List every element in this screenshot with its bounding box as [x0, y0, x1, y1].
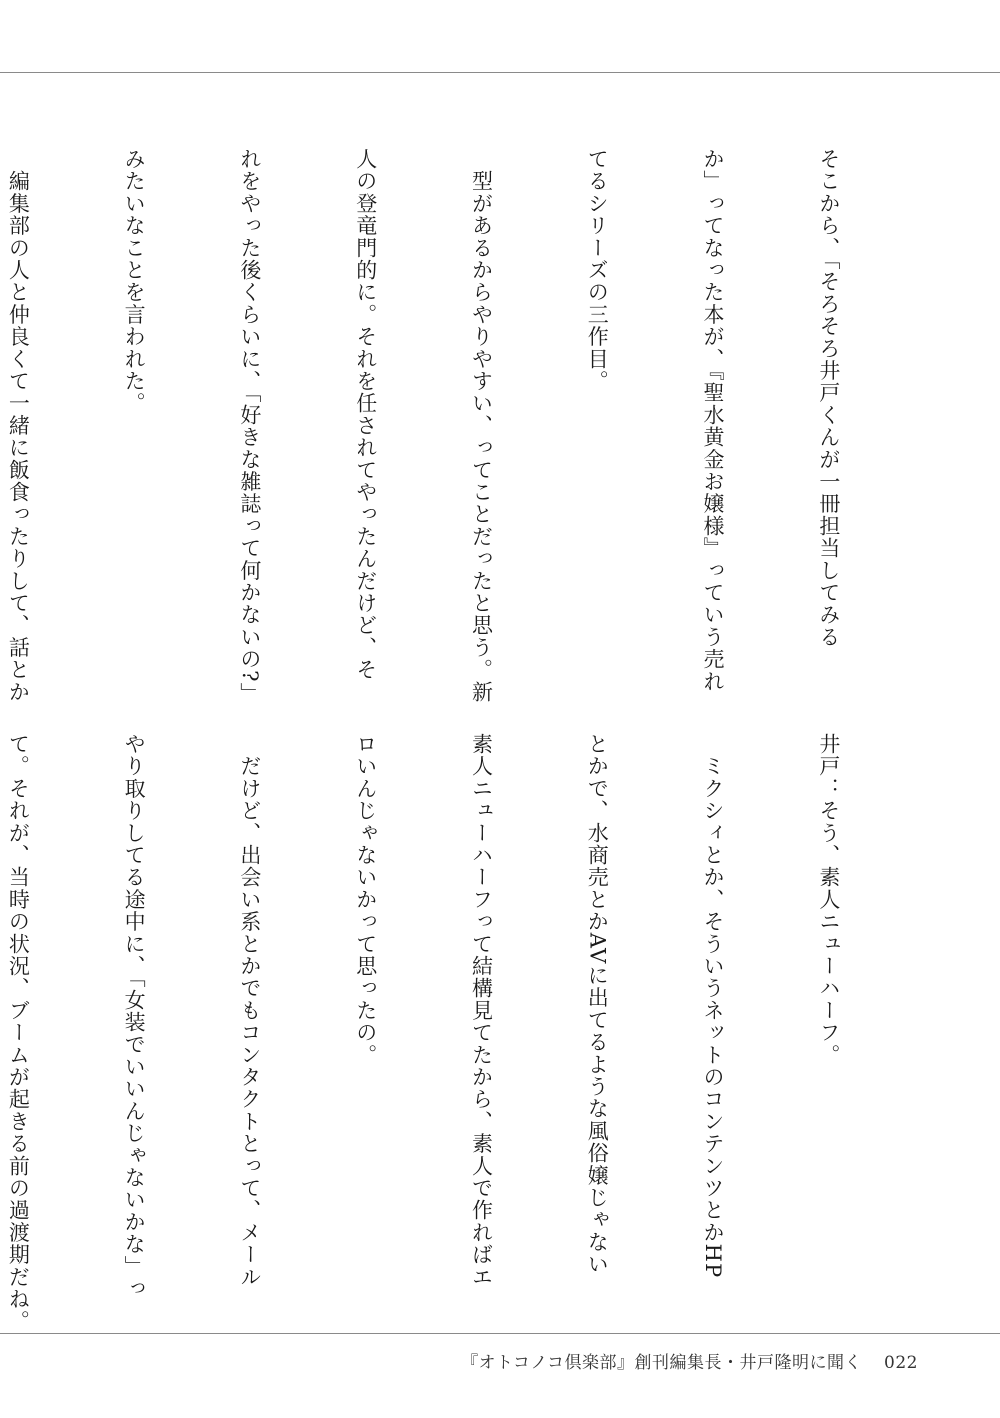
text-line: か」ってなった本が、『聖水黄金お嬢様』っていう売れ	[701, 148, 726, 693]
text-line: れをやった後くらいに、「好きな雑誌って何かないの?」	[237, 148, 262, 705]
bottom-rule	[0, 1333, 1000, 1334]
text-line: て。それが、当時の状況、ブームが起きる前の過渡期だね。	[6, 733, 31, 1333]
running-title: 『オトコノコ倶楽部』創刊編集長・井戸隆明に聞く	[461, 1353, 863, 1373]
text-line: ミクシィとか、そういうネットのコンテンツとかHP	[701, 733, 726, 1279]
text-line: とかで、水商売とかAVに出てるような風俗嬢じゃない	[585, 733, 610, 1276]
text-line: てるシリーズの三作目。	[585, 148, 610, 393]
text-line: 井戸：そう、素人ニューハーフ。	[816, 733, 841, 1066]
top-rule	[0, 72, 1000, 73]
upper-text-column	[6, 148, 925, 705]
text-line: 型があるからやりやすい、ってことだったと思う。新	[469, 148, 494, 703]
text-line: やり取りしてる途中に、「女装でいいんじゃないかな」っ	[122, 733, 147, 1300]
text-line: 人の登竜門的に。それを任されてやったんだけど、そ	[353, 148, 378, 681]
running-footer	[461, 1348, 918, 1373]
text-line: みたいなことを言われた。	[122, 148, 147, 415]
text-line: ロいんじゃないかって思ったの。	[353, 733, 378, 1066]
text-line: 素人ニューハーフって結構見てたから、素人で作ればエ	[469, 733, 494, 1288]
text-line: そこから、「そろそろ井戸くんが一冊担当してみる	[816, 148, 841, 649]
text-line: 編集部の人と仲良くて一緒に飯食ったりして、話とか	[6, 148, 31, 703]
page-number: 022	[884, 1353, 918, 1373]
text-line: だけど、出会い系とかでもコンタクトとって、メール	[237, 733, 262, 1288]
lower-text-column	[6, 733, 925, 1333]
